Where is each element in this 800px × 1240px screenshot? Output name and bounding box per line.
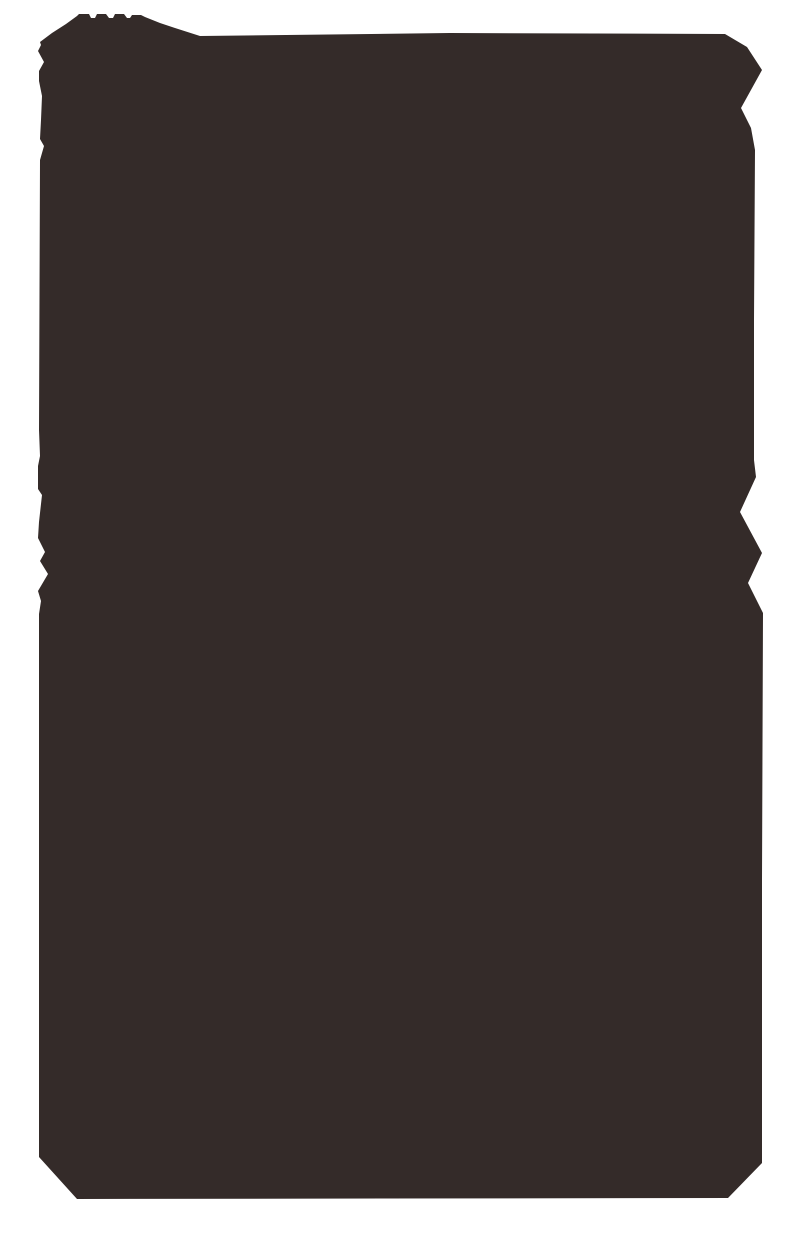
dark-object-silhouette [38, 14, 763, 1199]
